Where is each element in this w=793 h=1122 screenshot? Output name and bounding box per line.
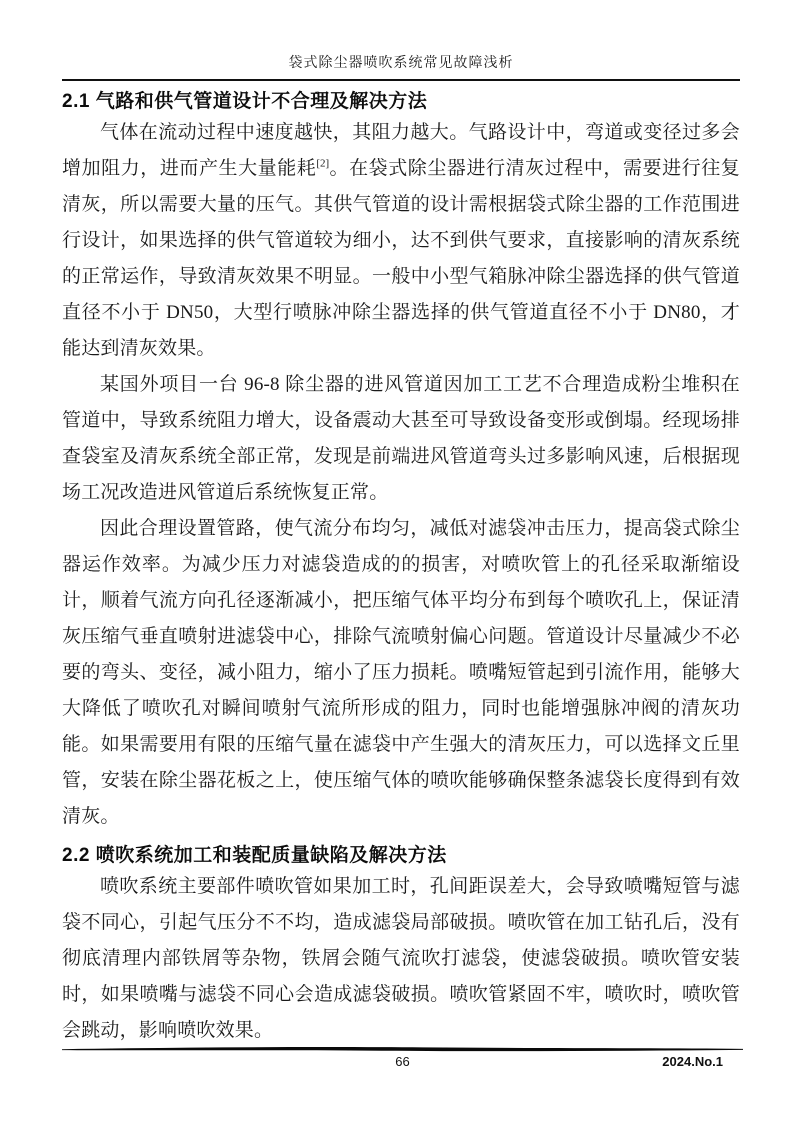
- header-rule: [62, 79, 740, 81]
- paragraph: [62, 869, 740, 1049]
- paragraph: [62, 115, 740, 367]
- paragraph-text: 气体在流动过程中速度越快，其阻力越大。气路设计中，弯道或变径过多会增加阻力，进而产生大量能耗: [62, 122, 740, 179]
- section-heading-2-1: 2.1 气路和供气管道设计不合理及解决方法: [62, 91, 428, 112]
- section-2-1-paragraphs: [62, 115, 740, 835]
- journal-issue-label: 2024.No.1: [662, 1054, 723, 1069]
- paragraph-text: 因此合理设置管路，使气流分布均匀，减低对滤袋冲击压力，提高袋式除尘器运作效率。为减少压力对滤袋造成的的损害，对喷吹管上的孔径采取渐缩设计，顺着气流方向孔径逐渐减小，把压缩气体平均分布到每个喷吹孔上，保证清灰压缩气垂直喷射进滤袋中心，排除气流喷射偏心问题。管道设计尽量减少不必要的弯头、变径，减小阻力，缩小了压力损耗。喷嘴短管起到引流作用，能够大大降低了喷吹孔对瞬间喷射气流所形成的阻力，同时也能增强脉冲阀的清灰功能。如果需要用有限的压缩气量在滤袋中产生强大的清灰压力，可以选择文丘里管，安装在除尘器花板之上，使压缩气体的喷吹能够确保整条滤袋长度得到有效清灰。: [62, 518, 740, 827]
- paragraph-text: 。在袋式除尘器进行清灰过程中，需要进行往复清灰，所以需要大量的压气。其供气管道的设计需根据袋式除尘器的工作范围进行设计，如果选择的供气管道较为细小，达不到供气要求，直接影响的清灰系统的正常运作，导致清灰效果不明显。一般中小型气箱脉冲除尘器选择的供气管道直径不小于 DN50，大型行喷脉冲除尘器选择的供气管道直径不小于 DN80，才能达到清灰效果。: [62, 158, 740, 359]
- document-body: [62, 88, 740, 1049]
- paragraph: [62, 511, 740, 835]
- footer-meta: [62, 1054, 743, 1074]
- section-heading-2-2: 2.2 喷吹系统加工和装配质量缺陷及解决方法: [62, 845, 447, 866]
- paragraph-text: 喷吹系统主要部件喷吹管如果加工时，孔间距误差大，会导致喷嘴短管与滤袋不同心，引起气压分不不均，造成滤袋局部破损。喷吹管在加工钻孔后，没有彻底清理内部铁屑等杂物，铁屑会随气流吹打滤袋，使滤袋破损。喷吹管安装时，如果喷嘴与滤袋不同心会造成滤袋破损。喷吹管紧固不牢，喷吹时，喷吹管会跳动，影响喷吹效果。: [62, 876, 740, 1041]
- citation-superscript: [2]: [316, 157, 330, 170]
- page-number: 66: [395, 1054, 410, 1069]
- footer-rule-bar: [62, 1046, 743, 1052]
- paragraph-text: 某国外项目一台 96-8 除尘器的进风管道因加工工艺不合理造成粉尘堆积在管道中，导致系统阻力增大，设备震动大甚至可导致设备变形或倒塌。经现场排查袋室及清灰系统全部正常，发现是前端进风管道弯头过多影响风速，后根据现场工况改造进风管道后系统恢复正常。: [62, 374, 740, 503]
- page-footer: [62, 1046, 743, 1074]
- running-head-title: 袋式除尘器喷吹系统常见故障浅析: [288, 56, 514, 71]
- section-2-2-paragraphs: [62, 869, 740, 1049]
- paragraph: [62, 367, 740, 511]
